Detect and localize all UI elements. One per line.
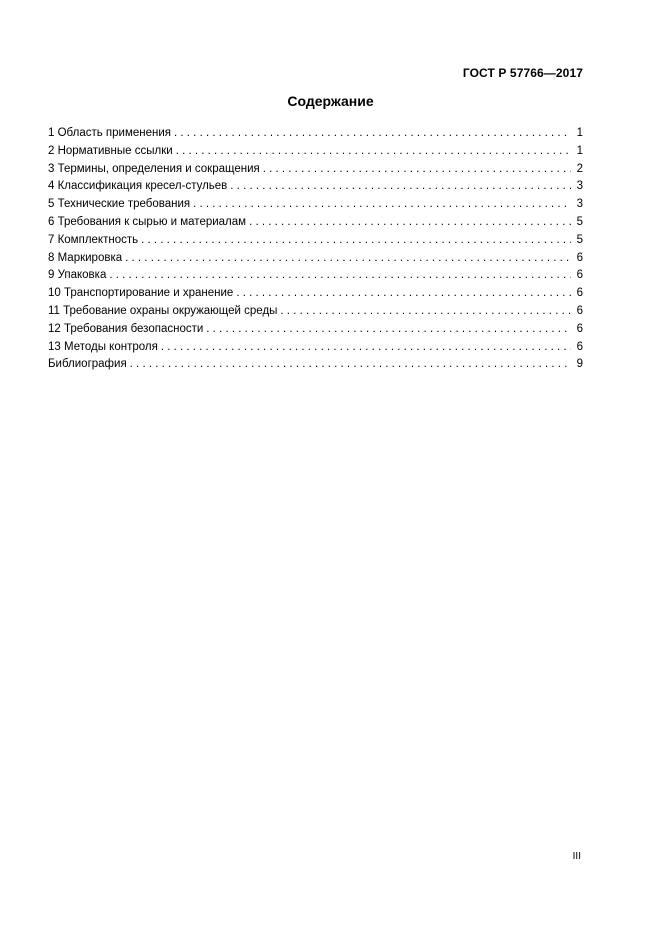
toc-entry-page: 6 [576,304,583,317]
toc-entry-label: 8 Маркировка [48,251,123,264]
toc-entry[interactable] [48,125,583,143]
toc-entry-label: 9 Упаковка [48,269,107,282]
toc-entry[interactable] [48,303,583,321]
toc-leader-dots [230,178,571,196]
toc-entry-label: 7 Комплектность [48,233,139,246]
toc-entry-page: 1 [576,127,583,139]
toc-entry-label: 6 Требования к сырью и материалам [48,215,247,228]
toc-entry-label: 2 Нормативные ссылки [48,144,173,157]
toc-entry-page: 1 [576,144,583,157]
toc-entry[interactable] [48,267,583,285]
toc-entry[interactable] [48,321,583,339]
toc-entry-page: 6 [576,269,583,282]
toc-entry-label: 4 Классификация кресел-стульев [48,180,228,193]
toc-entry[interactable] [48,339,583,357]
toc-leader-dots [249,214,571,232]
toc-entry-page: 5 [576,233,583,246]
toc-entry-page: 6 [576,340,583,353]
toc-entry[interactable] [48,178,583,196]
toc-title: Содержание [287,93,374,109]
toc-entry[interactable] [48,196,583,214]
toc-entry[interactable] [48,232,583,250]
toc-list [48,125,583,374]
toc-entry-page: 3 [576,180,583,193]
toc-entry-label: 13 Методы контроля [48,340,158,353]
page-number: III [572,851,581,862]
document-code: ГОСТ Р 57766—2017 [462,66,583,80]
toc-entry-label: 10 Транспортирование и хранение [48,287,234,300]
toc-leader-dots [109,267,571,285]
toc-leader-dots [174,125,571,143]
toc-leader-dots [280,303,571,321]
toc-leader-dots [193,196,571,214]
toc-leader-dots [161,339,571,357]
toc-leader-dots [176,143,571,161]
toc-entry[interactable] [48,143,583,161]
toc-entry-page: 2 [576,162,583,175]
toc-entry-label: 1 Область применения [48,127,172,139]
toc-entry-label: 12 Требования безопасности [48,322,204,335]
toc-entry[interactable] [48,285,583,303]
toc-entry[interactable] [48,250,583,268]
toc-leader-dots [263,161,571,179]
toc-entry-label: 5 Технические требования [48,198,191,211]
toc-entry-page: 6 [576,251,583,264]
toc-entry[interactable] [48,161,583,179]
toc-entry-page: 6 [576,322,583,335]
toc-entry-page: 6 [576,287,583,300]
toc-leader-dots [125,250,571,268]
toc-entry-label: Библиография [48,358,127,371]
toc-entry-label: 3 Термины, определения и сокращения [48,162,260,175]
toc-entry-page: 5 [576,215,583,228]
toc-entry[interactable] [48,214,583,232]
toc-leader-dots [236,285,571,303]
toc-leader-dots [141,232,571,250]
toc-entry-label: 11 Требование охраны окружающей среды [48,304,278,317]
toc-entry-page: 3 [576,198,583,211]
toc-leader-dots [206,321,571,339]
toc-entry-page: 9 [576,358,583,371]
toc-entry[interactable] [48,356,583,374]
toc-leader-dots [130,356,571,374]
